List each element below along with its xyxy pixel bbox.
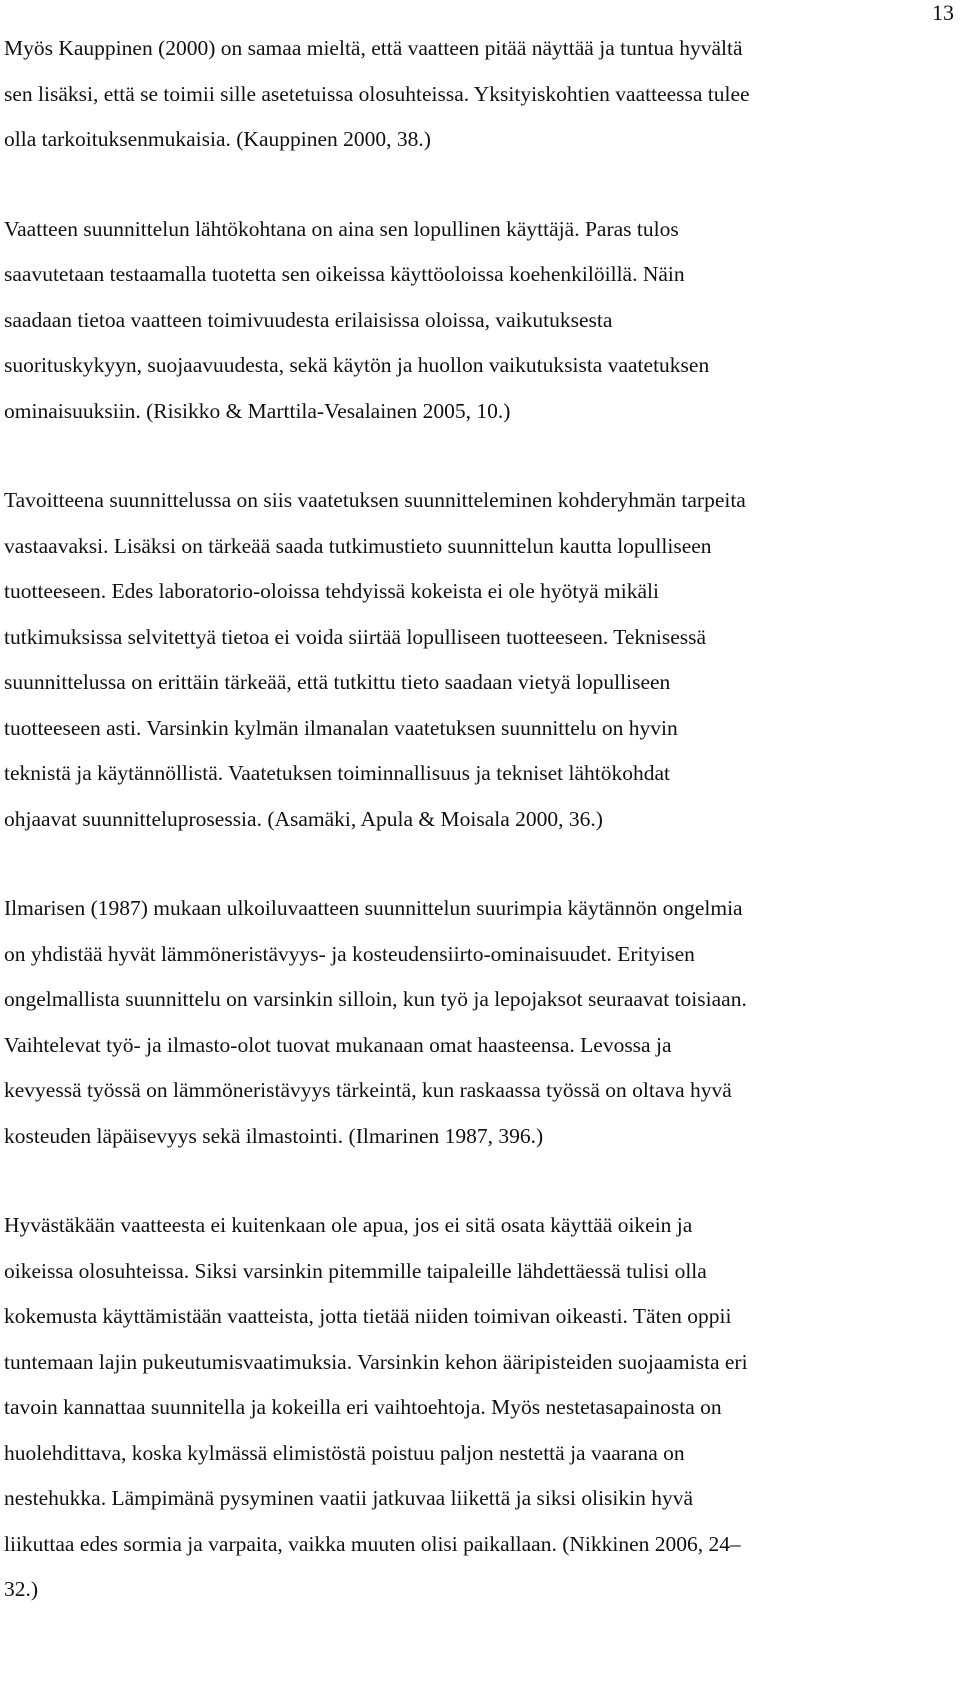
paragraph-1 [4,26,956,163]
text-line: on yhdistää hyvät lämmöneristävyys- ja kosteudensiirto-ominaisuudet. Erityisen [4,941,695,966]
paragraph-5 [4,1203,956,1613]
text-line: huolehdittava, koska kylmässä elimistöstä poistuu paljon nestettä ja vaarana on [4,1440,685,1465]
text-line: ominaisuuksiin. (Risikko & Marttila-Vesalainen 2005, 10.) [4,398,511,423]
text-line: tuotteeseen. Edes laboratorio-oloissa tehdyissä kokeista ei ole hyötyä mikäli [4,579,659,603]
text-line: kosteuden läpäisevyys sekä ilmastointi. (Ilmarinen 1987, 396.) [4,1123,544,1148]
paragraph-3 [4,478,956,842]
text-line: Vaatteen suunnittelun lähtökohtana on aina sen lopullinen käyttäjä. Paras tulos [4,216,679,241]
paragraph-spacer [4,1159,956,1203]
text-line: 32.) [4,1577,39,1601]
body-text [4,26,956,1613]
text-line: liikuttaa edes sormia ja varpaita, vaikka muuten olisi paikallaan. (Nikkinen 2006, 24– [4,1531,741,1556]
paragraph-spacer [4,434,956,478]
text-line: nestehukka. Lämpimänä pysyminen vaatii jatkuvaa liikettä ja siksi olisikin hyvä [4,1486,694,1510]
text-line: kokemusta käyttämistään vaatteista, jotta tietää niiden toimivan oikeasti. Täten oppii [4,1304,732,1328]
text-line: tutkimuksissa selvitettyä tietoa ei voida siirtää lopulliseen tuotteeseen. Teknisessä [4,624,707,649]
text-line: Hyvästäkään vaatteesta ei kuitenkaan ole apua, jos ei sitä osata käyttää oikein ja [4,1213,693,1237]
text-line: tavoin kannattaa suunnitella ja kokeilla eri vaihtoehtoja. Myös nestetasapainosta on [4,1395,722,1419]
text-line: suunnittelussa on erittäin tärkeää, että tutkittu tieto saadaan vietyä lopulliseen [4,670,671,694]
text-line: ongelmallista suunnittelu on varsinkin silloin, kun työ ja lepojaksot seuraavat toisiaan. [4,987,747,1011]
text-line: saadaan tietoa vaatteen toimivuudesta erilaisissa oloissa, vaikutuksesta [4,307,613,332]
text-line: tuotteeseen asti. Varsinkin kylmän ilmanalan vaatetuksen suunnittelu on hyvin [4,715,678,740]
text-line: olla tarkoituksenmukaisia. (Kauppinen 2000, 38.) [4,127,431,151]
text-line: oikeissa olosuhteissa. Siksi varsinkin pitemmille taipaleille lähdettäessä tulisi olla [4,1258,707,1283]
text-line: teknistä ja käytännöllistä. Vaatetuksen toiminnallisuus ja tekniset lähtökohdat [4,761,670,785]
paragraph-2 [4,207,956,435]
text-line: suorituskykyyn, suojaavuudesta, sekä käytön ja huollon vaikutuksista vaatetuksen [4,353,710,377]
text-line: ohjaavat suunnitteluprosessia. (Asamäki, Apula & Moisala 2000, 36.) [4,806,603,831]
text-line: saavutetaan testaamalla tuotetta sen oikeissa käyttöoloissa koehenkilöillä. Näin [4,262,685,286]
text-line: sen lisäksi, että se toimii sille asetetuissa olosuhteissa. Yksityiskohtien vaatteessa tulee [4,81,750,106]
page-number: 13 [932,0,954,25]
text-line: tuntemaan lajin pukeutumisvaatimuksia. Varsinkin kehon ääripisteiden suojaamista eri [4,1349,748,1374]
text-line: Tavoitteena suunnittelussa on siis vaatetuksen suunnitteleminen kohderyhmän tarpeita [4,488,746,512]
text-line: kevyessä työssä on lämmöneristävyys tärkeintä, kun raskaassa työssä on oltava hyvä [4,1078,732,1102]
paragraph-spacer [4,842,956,886]
text-line: Ilmarisen (1987) mukaan ulkoiluvaatteen suunnittelun suurimpia käytännön ongelmia [4,896,743,920]
text-line: vastaavaksi. Lisäksi on tärkeää saada tutkimustieto suunnittelun kautta lopulliseen [4,533,712,558]
paragraph-spacer [4,163,956,207]
text-line: Myös Kauppinen (2000) on samaa mieltä, että vaatteen pitää näyttää ja tuntua hyvältä [4,36,743,60]
text-line: Vaihtelevat työ- ja ilmasto-olot tuovat mukanaan omat haasteensa. Levossa ja [4,1032,672,1057]
paragraph-4 [4,886,956,1159]
